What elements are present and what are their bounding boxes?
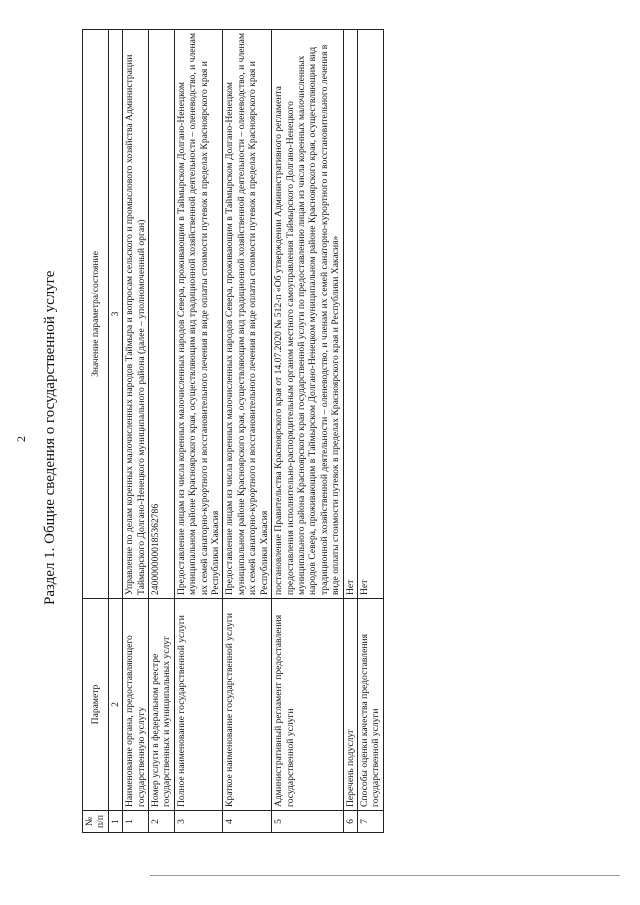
row-number: 1 <box>123 811 149 833</box>
page-number: 2 <box>14 436 28 442</box>
row-value: Управление по делам коренных малочисленных народов Таймыра и вопросам сельского и промыслового хозяйства Администрации Таймырского Долгано-Ненецкого муниципального района (далее – уполномоченный орган) <box>123 30 149 599</box>
table-row <box>223 30 272 833</box>
section-title: Раздел 1. Общие сведения о государственной услуге <box>42 270 58 605</box>
table-row <box>272 30 343 833</box>
table-row <box>174 30 223 833</box>
column-number: 2 <box>108 599 122 811</box>
row-param: Способы оценки качества предоставления государственной услуги <box>357 599 383 811</box>
column-number: 1 <box>108 811 122 833</box>
scan-edge-line <box>150 875 620 876</box>
header-value: Значение параметра/состояние <box>83 30 109 599</box>
row-param: Номер услуги в федеральном реестре государственных и муниципальных услуг <box>149 599 175 811</box>
column-number-row <box>108 30 122 833</box>
service-info-table <box>82 29 384 833</box>
row-param: Административный регламент предоставления государственной услуги <box>272 599 343 811</box>
row-number: 5 <box>272 811 343 833</box>
table-row <box>357 30 383 833</box>
row-param: Полное наименование государственной услуги <box>174 599 223 811</box>
table-row <box>123 30 149 833</box>
row-value: Предоставление лицам из числа коренных малочисленных народов Севера, проживающим в Таймырском Долгано-Ненецком муниципальном районе Красноярского края, осуществляющим вид традиционной хозяйственной деятельности – оленеводство, и членам их семей санаторно-курортного и восстановительного лечения в виде оплаты стоимости путевок в пределах Красноярского края и Республики Хакасия <box>174 30 223 599</box>
header-num: № п/п <box>83 811 109 833</box>
row-value: постановление Правительства Красноярского края от 14.07.2020 № 512-п «Об утверждении Административного регламента предоставления исполнительно-распорядительным органом местного самоуправления Таймырского Долгано-Ненецкого муниципального района Красноярского края государственной услуги по предоставлению лицам из числа коренных малочисленных народов Севера, проживающим в Таймырском Долгано-Ненецком муниципальном районе Красноярского края, осуществляющим вид традиционной хозяйственной деятельности – оленеводство, и членам их семей санаторно-курортного и восстановительного лечения в виде оплаты стоимости путевок в пределах Красноярского края и Республики Хакасия» <box>272 30 343 599</box>
row-number: 7 <box>357 811 383 833</box>
header-param: Параметр <box>83 599 109 811</box>
row-number: 4 <box>223 811 272 833</box>
row-value: Нет <box>357 30 383 599</box>
row-number: 2 <box>149 811 175 833</box>
table-row <box>343 30 357 833</box>
column-number: 3 <box>108 30 122 599</box>
row-value: Нет <box>343 30 357 599</box>
row-number: 6 <box>343 811 357 833</box>
row-param: Краткое наименование государственной услуги <box>223 599 272 811</box>
row-value: Предоставление лицам из числа коренных малочисленных народов Севера, проживающим в Таймырском Долгано-Ненецком муниципальном районе Красноярского края, осуществляющим вид традиционной хозяйственной деятельности – оленеводство, и членам их семей санаторно-курортного и восстановительного лечения в виде оплаты стоимости путевок в пределах Красноярского края и Республики Хакасия <box>223 30 272 599</box>
row-value: 2400000000185362786 <box>149 30 175 599</box>
table-header-row <box>83 30 109 833</box>
row-param: Перечень подуслуг <box>343 599 357 811</box>
row-number: 3 <box>174 811 223 833</box>
table-row <box>149 30 175 833</box>
row-param: Наименование органа, предоставляющего государственную услугу <box>123 599 149 811</box>
